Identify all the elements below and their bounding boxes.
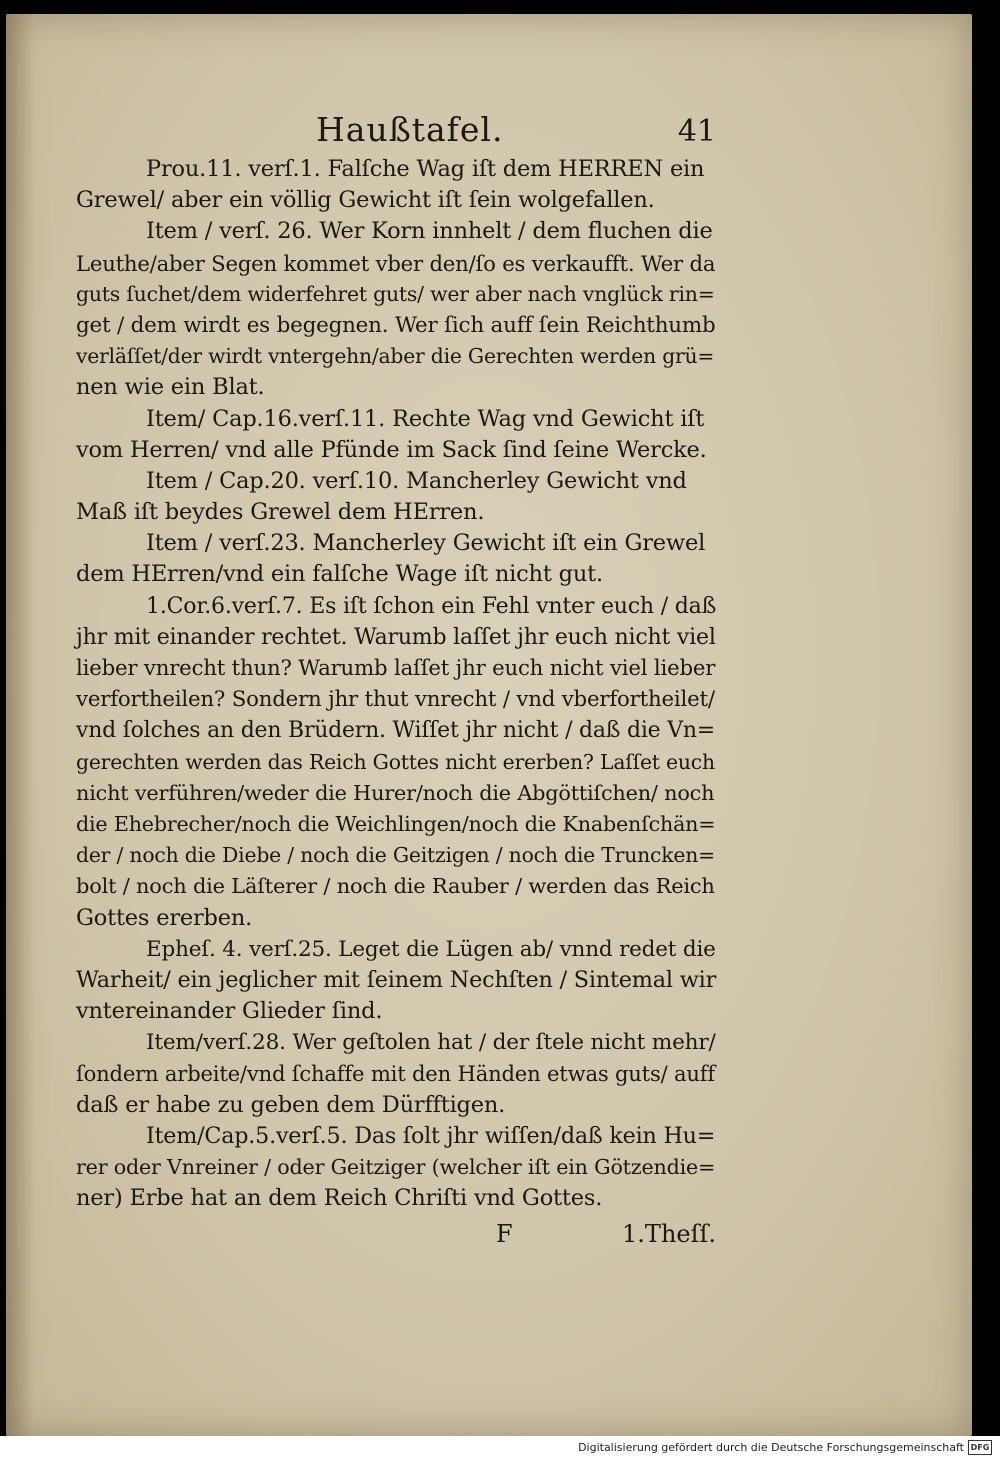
text-line: verfortheilen? Sondern jhr thut vnrecht / vnd vberfortheilet/ [76,687,715,713]
page-foot-row [76,1220,716,1256]
text-line: nen wie ein Blat. [76,374,265,401]
page-number: 41 [677,114,716,149]
text-line: 1.Cor.6.verſ.7. Es iſt ſchon ein Fehl vnter euch / daß [146,593,717,619]
footer-bar [0,1436,1000,1461]
text-line: vom Herren/ vnd alle Pfünde im Sack ſind ſeine Wercke. [76,436,707,463]
book-page [6,14,972,1436]
text-line: vnd ſolches an den Brüdern. Wiſſet jhr nicht / daß die Vn= [76,718,715,744]
text-block [76,110,716,1256]
text-line: gerechten werden das Reich Gottes nicht ererben? Laſſet euch [76,749,715,774]
body-text [76,154,716,1214]
text-line: Maß iſt beydes Grewel dem HErren. [76,499,485,526]
text-line: bolt / noch die Läſterer / noch die Rauber / werden das Reich [76,874,715,899]
text-line: daß er habe zu geben dem Dürfftigen. [76,1091,506,1118]
text-line: Leuthe/aber Segen kommet vber den/ſo es verkaufft. Wer da [76,250,716,276]
text-line: Grewel/ aber ein völlig Gewicht iſt ſein wolgefallen. [76,187,655,214]
text-line: Item/verſ.28. Wer geſtolen hat / der ſtele nicht mehr/ [146,1030,716,1056]
text-line: Item / verſ.23. Mancherley Gewicht iſt ein Grewel [146,530,706,557]
text-line: lieber vnrecht thun? Warumb laſſet jhr euch nicht viel lieber [76,656,716,681]
running-head [76,110,716,154]
text-line: Epheſ. 4. verſ.25. Leget die Lügen ab/ vnnd redet die [146,936,716,962]
signature-mark: F [496,1220,513,1249]
text-line: verläſſet/der wirdt vntergehn/aber die Gerechten werden grü= [76,344,715,369]
text-line: guts ſuchet/dem widerfehret guts/ wer aber nach vnglück rin= [76,281,715,306]
catchword: 1.Theſſ. [622,1220,716,1249]
text-line: vntereinander Glieder ſind. [76,998,383,1025]
text-line: Item/Cap.5.verſ.5. Das ſolt jhr wiſſen/daß kein Hu= [146,1122,716,1149]
text-line: die Ehebrecher/noch die Weichlingen/noch die Knabenſchän= [76,811,716,836]
text-line: Gottes ererben. [76,904,253,931]
text-line: jhr mit einander rechtet. Warumb laſſet jhr euch nicht viel [76,624,716,650]
text-line: ner) Erbe hat an dem Reich Chriſti vnd Gottes. [76,1185,603,1212]
funding-credit: Digitalisierung gefördert durch die Deutsche Forschungsgemeinschaft [578,1441,964,1454]
text-line: Warheit/ ein jeglicher mit ſeinem Nechſten / Sintemal wir [76,966,717,993]
text-line: nicht verführen/weder die Hurer/noch die Abgöttiſchen/ noch [76,780,715,805]
dfg-logo-icon: DFG [968,1440,992,1455]
text-line: der / noch die Diebe / noch die Geitzigen / noch die Truncken= [76,843,715,868]
text-line: get / dem wirdt es begegnen. Wer ſich auff ſein Reichthumb [76,312,716,338]
running-title: Haußtafel. [316,110,504,149]
page-gutter-shadow [6,14,34,1436]
text-line: Item/ Cap.16.verſ.11. Rechte Wag vnd Gewicht iſt [146,405,705,432]
text-line: ſondern arbeite/vnd ſchaffe mit den Händen etwas guts/ auff [76,1061,716,1087]
text-line: Item / verſ. 26. Wer Korn innhelt / dem fluchen die [146,218,713,245]
text-line: dem HErren/vnd ein falſche Wage iſt nicht gut. [76,561,603,588]
text-line: Item / Cap.20. verſ.10. Mancherley Gewicht vnd [146,467,687,494]
text-line: Prou.11. verſ.1. Falſche Wag iſt dem HERREN ein [146,156,705,182]
text-line: rer oder Vnreiner / oder Geitziger (welcher iſt ein Götzendie= [76,1155,716,1179]
